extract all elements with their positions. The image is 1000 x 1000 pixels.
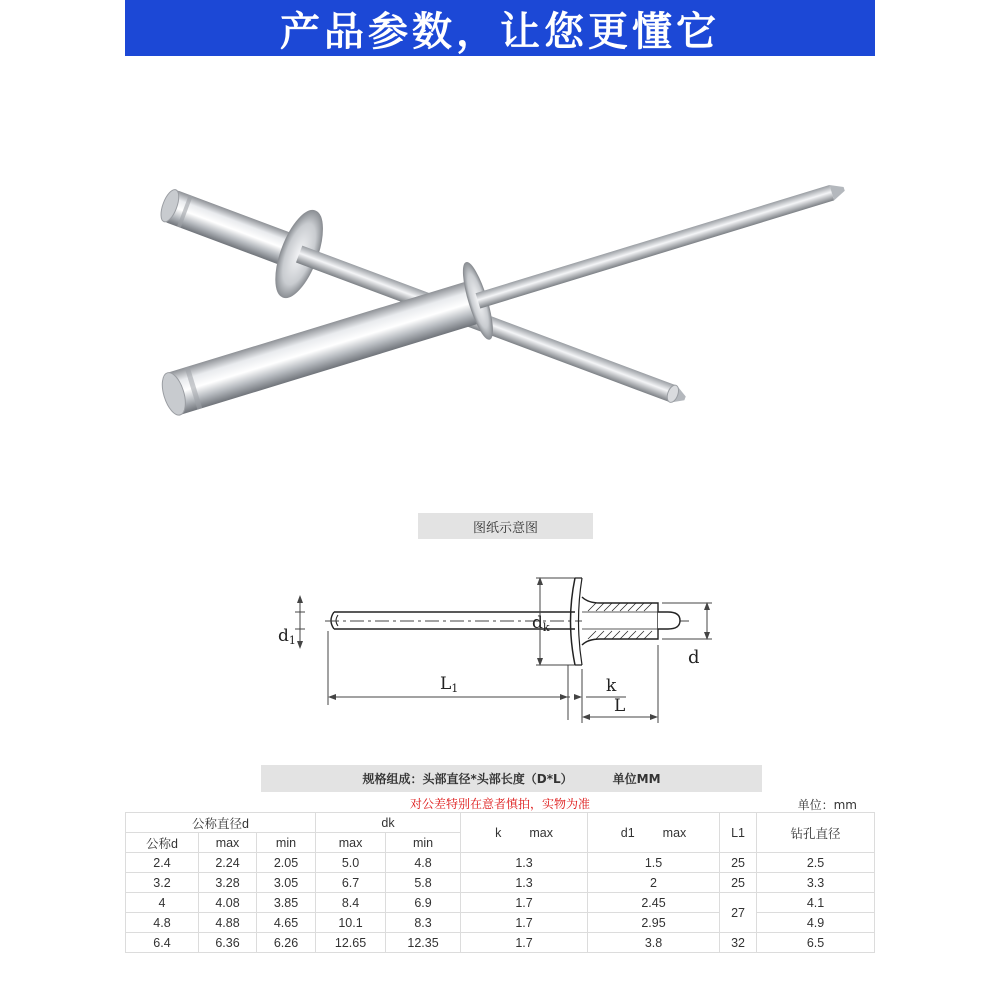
L-label: L xyxy=(614,696,626,716)
cell: 6.9 xyxy=(386,893,461,913)
cell: 1.7 xyxy=(461,933,588,953)
cell: 3.3 xyxy=(757,873,875,893)
header-sub: min xyxy=(257,833,316,853)
diagram-caption-bar xyxy=(418,513,593,539)
cell: 5.8 xyxy=(386,873,461,893)
spec-title-bar xyxy=(261,765,762,792)
header-d1-max: d1 max xyxy=(588,813,720,853)
cell: 3.85 xyxy=(257,893,316,913)
cell: 25 xyxy=(720,853,757,873)
cell: 4.88 xyxy=(199,913,257,933)
cell: 4.65 xyxy=(257,913,316,933)
cell: 4.9 xyxy=(757,913,875,933)
cell: 10.1 xyxy=(316,913,386,933)
cell: 8.3 xyxy=(386,913,461,933)
header-k-max: k max xyxy=(461,813,588,853)
cell: 3.8 xyxy=(588,933,720,953)
cell: 2.95 xyxy=(588,913,720,933)
cell-merged-L1: 27 xyxy=(720,893,757,933)
header-drill-diameter: 钻孔直径 xyxy=(757,813,875,853)
table-row xyxy=(126,893,875,913)
header-banner xyxy=(125,0,875,56)
dk-label: dk xyxy=(532,613,550,634)
cell: 1.7 xyxy=(461,913,588,933)
cell: 4.1 xyxy=(757,893,875,913)
cell: 6.36 xyxy=(199,933,257,953)
unit-label: 单位：mm xyxy=(797,798,857,812)
header-sub: 公称d xyxy=(126,833,199,853)
header-sub: max xyxy=(316,833,386,853)
cell: 4.8 xyxy=(126,913,199,933)
cell: 2 xyxy=(588,873,720,893)
cell: 12.65 xyxy=(316,933,386,953)
cell: 12.35 xyxy=(386,933,461,953)
header-nominal-diameter: 公称直径d xyxy=(126,813,316,833)
cell: 1.7 xyxy=(461,893,588,913)
cell: 5.0 xyxy=(316,853,386,873)
cell: 4 xyxy=(126,893,199,913)
cell: 2.24 xyxy=(199,853,257,873)
d-label: d xyxy=(688,647,700,668)
table-row xyxy=(126,913,875,933)
cell: 1.3 xyxy=(461,873,588,893)
cell: 3.05 xyxy=(257,873,316,893)
rivet-product-photo xyxy=(140,140,860,480)
table-row xyxy=(126,873,875,893)
spec-unit-title: 单位MM xyxy=(612,772,661,786)
cell: 32 xyxy=(720,933,757,953)
flange-head xyxy=(571,578,576,665)
cell: 1.3 xyxy=(461,853,588,873)
cell: 2.45 xyxy=(588,893,720,913)
cell: 3.2 xyxy=(126,873,199,893)
d1-label: d1 xyxy=(278,626,296,647)
rivet-body xyxy=(582,597,658,645)
cell: 2.4 xyxy=(126,853,199,873)
mandrel-head xyxy=(658,612,680,629)
cell: 8.4 xyxy=(316,893,386,913)
header-dk: dk xyxy=(316,813,461,833)
cell: 2.05 xyxy=(257,853,316,873)
header-sub: min xyxy=(386,833,461,853)
cell: 4.08 xyxy=(199,893,257,913)
L1-label: L1 xyxy=(440,674,459,695)
table-row xyxy=(126,853,875,873)
table-header-row-1 xyxy=(126,813,875,833)
table-row xyxy=(126,933,875,953)
spec-table xyxy=(125,812,875,953)
cell: 25 xyxy=(720,873,757,893)
cell: 6.7 xyxy=(316,873,386,893)
cell: 2.5 xyxy=(757,853,875,873)
header-sub: max xyxy=(199,833,257,853)
rivet-dimension-drawing xyxy=(270,565,730,730)
diagram-caption: 图纸示意图 xyxy=(472,520,538,536)
header-L1: L1 xyxy=(720,813,757,853)
cell: 3.28 xyxy=(199,873,257,893)
cell: 6.4 xyxy=(126,933,199,953)
spec-title: 规格组成：头部直径*头部长度（D*L） xyxy=(362,772,573,786)
k-label: k xyxy=(606,676,617,696)
tolerance-note: 对公差特别在意者慎拍，实物为准 xyxy=(409,797,590,811)
cell: 1.5 xyxy=(588,853,720,873)
cell: 6.5 xyxy=(757,933,875,953)
banner-title: 产品参数，让您更懂它 xyxy=(280,8,720,55)
cell: 6.26 xyxy=(257,933,316,953)
cell: 4.8 xyxy=(386,853,461,873)
